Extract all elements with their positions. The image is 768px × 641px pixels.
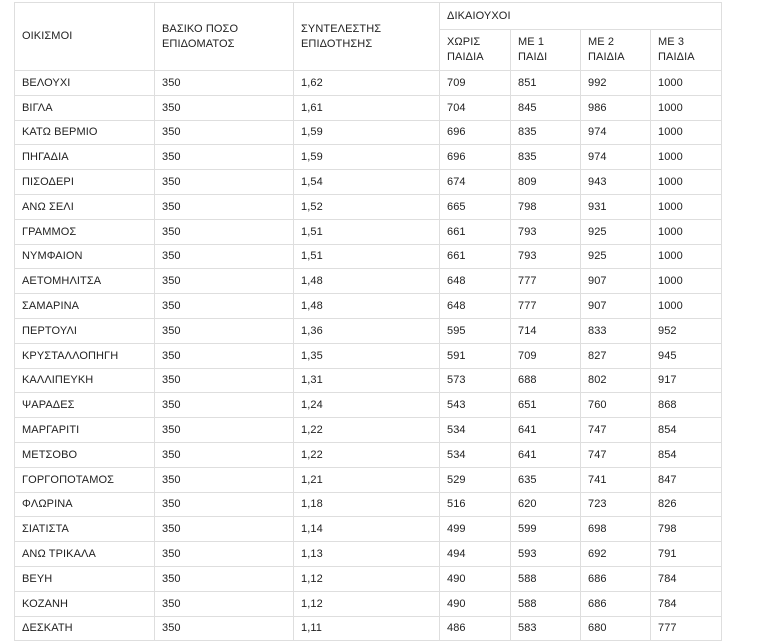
coefficient-cell: 1,48 <box>294 294 440 319</box>
three-children-cell: 854 <box>651 442 722 467</box>
table-row <box>15 566 722 591</box>
coefficient-cell: 1,59 <box>294 120 440 145</box>
base-amount-cell: 350 <box>155 294 294 319</box>
coefficient-cell: 1,22 <box>294 442 440 467</box>
base-amount-cell: 350 <box>155 318 294 343</box>
base-amount-cell: 350 <box>155 393 294 418</box>
header-base-amount-line1: ΒΑΣΙΚΟ ΠΟΣΟ <box>162 22 239 35</box>
base-amount-cell: 350 <box>155 591 294 616</box>
settlement-cell: ΜΑΡΓΑΡΙΤΙ <box>15 418 155 443</box>
base-amount-cell: 350 <box>155 467 294 492</box>
no-children-cell: 490 <box>440 566 511 591</box>
header-settlements: ΟΙΚΙΣΜΟΙ <box>15 3 155 71</box>
three-children-cell: 952 <box>651 318 722 343</box>
settlement-cell: ΒΙΓΛΑ <box>15 95 155 120</box>
no-children-cell: 709 <box>440 71 511 96</box>
header-coefficient-line1: ΣΥΝΤΕΛΕΣΤΗΣ <box>301 22 382 35</box>
header-three-children-line1: ΜΕ 3 <box>658 36 685 48</box>
header-two-children-line2: ΠΑΙΔΙΑ <box>588 51 625 63</box>
three-children-cell: 798 <box>651 517 722 542</box>
base-amount-cell: 350 <box>155 219 294 244</box>
no-children-cell: 486 <box>440 616 511 641</box>
three-children-cell: 854 <box>651 418 722 443</box>
two-children-cell: 925 <box>581 244 651 269</box>
header-base-amount <box>155 3 294 71</box>
table-row <box>15 542 722 567</box>
table-row <box>15 343 722 368</box>
coefficient-cell: 1,52 <box>294 194 440 219</box>
two-children-cell: 692 <box>581 542 651 567</box>
base-amount-cell: 350 <box>155 269 294 294</box>
header-one-child-line2: ΠΑΙΔΙ <box>518 51 548 63</box>
no-children-cell: 499 <box>440 517 511 542</box>
three-children-cell: 1000 <box>651 194 722 219</box>
settlement-cell: ΣΙΑΤΙΣΤΑ <box>15 517 155 542</box>
one-child-cell: 583 <box>511 616 581 641</box>
three-children-cell: 777 <box>651 616 722 641</box>
no-children-cell: 661 <box>440 219 511 244</box>
table-body <box>15 71 722 641</box>
two-children-cell: 931 <box>581 194 651 219</box>
no-children-cell: 648 <box>440 269 511 294</box>
coefficient-cell: 1,13 <box>294 542 440 567</box>
header-no-children <box>440 30 511 71</box>
base-amount-cell: 350 <box>155 244 294 269</box>
table-row <box>15 219 722 244</box>
base-amount-cell: 350 <box>155 368 294 393</box>
one-child-cell: 599 <box>511 517 581 542</box>
coefficient-cell: 1,18 <box>294 492 440 517</box>
table-row <box>15 368 722 393</box>
settlement-cell: ΠΗΓΑΔΙΑ <box>15 145 155 170</box>
header-base-amount-line2: ΕΠΙΔΟΜΑΤΟΣ <box>162 37 235 50</box>
settlement-cell: ΔΕΣΚΑΤΗ <box>15 616 155 641</box>
three-children-cell: 1000 <box>651 71 722 96</box>
no-children-cell: 704 <box>440 95 511 120</box>
one-child-cell: 593 <box>511 542 581 567</box>
base-amount-cell: 350 <box>155 120 294 145</box>
two-children-cell: 992 <box>581 71 651 96</box>
table-header <box>15 3 722 71</box>
one-child-cell: 835 <box>511 145 581 170</box>
no-children-cell: 696 <box>440 120 511 145</box>
three-children-cell: 1000 <box>651 269 722 294</box>
table-row <box>15 393 722 418</box>
one-child-cell: 851 <box>511 71 581 96</box>
two-children-cell: 680 <box>581 616 651 641</box>
two-children-cell: 723 <box>581 492 651 517</box>
base-amount-cell: 350 <box>155 566 294 591</box>
table-row <box>15 442 722 467</box>
settlement-cell: ΑΕΤΟΜΗΛΙΤΣΑ <box>15 269 155 294</box>
no-children-cell: 543 <box>440 393 511 418</box>
no-children-cell: 595 <box>440 318 511 343</box>
one-child-cell: 845 <box>511 95 581 120</box>
one-child-cell: 641 <box>511 442 581 467</box>
two-children-cell: 943 <box>581 170 651 195</box>
two-children-cell: 760 <box>581 393 651 418</box>
settlement-cell: ΚΑΤΩ ΒΕΡΜΙΟ <box>15 120 155 145</box>
two-children-cell: 907 <box>581 269 651 294</box>
table-row <box>15 492 722 517</box>
settlement-cell: ΓΡΑΜΜΟΣ <box>15 219 155 244</box>
two-children-cell: 974 <box>581 145 651 170</box>
two-children-cell: 747 <box>581 442 651 467</box>
table-row <box>15 194 722 219</box>
coefficient-cell: 1,31 <box>294 368 440 393</box>
one-child-cell: 798 <box>511 194 581 219</box>
one-child-cell: 709 <box>511 343 581 368</box>
header-no-children-line1: ΧΩΡΙΣ <box>447 36 481 48</box>
coefficient-cell: 1,24 <box>294 393 440 418</box>
three-children-cell: 784 <box>651 566 722 591</box>
coefficient-cell: 1,12 <box>294 591 440 616</box>
table-row <box>15 170 722 195</box>
one-child-cell: 714 <box>511 318 581 343</box>
table-row <box>15 616 722 641</box>
three-children-cell: 1000 <box>651 294 722 319</box>
no-children-cell: 534 <box>440 418 511 443</box>
coefficient-cell: 1,22 <box>294 418 440 443</box>
three-children-cell: 1000 <box>651 170 722 195</box>
three-children-cell: 917 <box>651 368 722 393</box>
base-amount-cell: 350 <box>155 517 294 542</box>
two-children-cell: 907 <box>581 294 651 319</box>
coefficient-cell: 1,11 <box>294 616 440 641</box>
coefficient-cell: 1,36 <box>294 318 440 343</box>
no-children-cell: 573 <box>440 368 511 393</box>
table-row <box>15 145 722 170</box>
settlement-cell: ΒΕΛΟΥΧΙ <box>15 71 155 96</box>
table-row <box>15 467 722 492</box>
one-child-cell: 651 <box>511 393 581 418</box>
one-child-cell: 777 <box>511 269 581 294</box>
three-children-cell: 791 <box>651 542 722 567</box>
coefficient-cell: 1,12 <box>294 566 440 591</box>
no-children-cell: 665 <box>440 194 511 219</box>
coefficient-cell: 1,59 <box>294 145 440 170</box>
one-child-cell: 588 <box>511 591 581 616</box>
one-child-cell: 688 <box>511 368 581 393</box>
settlement-cell: ΑΝΩ ΤΡΙΚΑΛΑ <box>15 542 155 567</box>
settlement-cell: ΣΑΜΑΡΙΝΑ <box>15 294 155 319</box>
coefficient-cell: 1,51 <box>294 244 440 269</box>
three-children-cell: 945 <box>651 343 722 368</box>
three-children-cell: 826 <box>651 492 722 517</box>
settlement-cell: ΑΝΩ ΣΕΛΙ <box>15 194 155 219</box>
table-row <box>15 244 722 269</box>
table-row <box>15 71 722 96</box>
two-children-cell: 686 <box>581 566 651 591</box>
header-three-children-line2: ΠΑΙΔΙΑ <box>658 51 695 63</box>
no-children-cell: 494 <box>440 542 511 567</box>
no-children-cell: 529 <box>440 467 511 492</box>
two-children-cell: 747 <box>581 418 651 443</box>
one-child-cell: 835 <box>511 120 581 145</box>
coefficient-cell: 1,14 <box>294 517 440 542</box>
three-children-cell: 1000 <box>651 219 722 244</box>
header-one-child-line1: ΜΕ 1 <box>518 36 545 48</box>
header-two-children <box>581 30 651 71</box>
base-amount-cell: 350 <box>155 343 294 368</box>
table-row <box>15 269 722 294</box>
coefficient-cell: 1,51 <box>294 219 440 244</box>
table-row <box>15 591 722 616</box>
one-child-cell: 635 <box>511 467 581 492</box>
three-children-cell: 868 <box>651 393 722 418</box>
base-amount-cell: 350 <box>155 170 294 195</box>
coefficient-cell: 1,21 <box>294 467 440 492</box>
settlement-cell: ΚΑΛΛΙΠΕΥΚΗ <box>15 368 155 393</box>
settlement-cell: ΓΟΡΓΟΠΟΤΑΜΟΣ <box>15 467 155 492</box>
three-children-cell: 1000 <box>651 120 722 145</box>
base-amount-cell: 350 <box>155 418 294 443</box>
one-child-cell: 793 <box>511 219 581 244</box>
three-children-cell: 1000 <box>651 244 722 269</box>
no-children-cell: 516 <box>440 492 511 517</box>
three-children-cell: 1000 <box>651 95 722 120</box>
settlement-cell: ΜΕΤΣΟΒΟ <box>15 442 155 467</box>
coefficient-cell: 1,48 <box>294 269 440 294</box>
coefficient-cell: 1,61 <box>294 95 440 120</box>
no-children-cell: 696 <box>440 145 511 170</box>
base-amount-cell: 350 <box>155 194 294 219</box>
two-children-cell: 827 <box>581 343 651 368</box>
base-amount-cell: 350 <box>155 71 294 96</box>
settlement-cell: ΚΡΥΣΤΑΛΛΟΠΗΓΗ <box>15 343 155 368</box>
coefficient-cell: 1,54 <box>294 170 440 195</box>
table-row <box>15 120 722 145</box>
base-amount-cell: 350 <box>155 542 294 567</box>
two-children-cell: 741 <box>581 467 651 492</box>
two-children-cell: 698 <box>581 517 651 542</box>
settlement-cell: ΒΕΥΗ <box>15 566 155 591</box>
one-child-cell: 641 <box>511 418 581 443</box>
one-child-cell: 793 <box>511 244 581 269</box>
coefficient-cell: 1,62 <box>294 71 440 96</box>
one-child-cell: 588 <box>511 566 581 591</box>
three-children-cell: 784 <box>651 591 722 616</box>
settlement-cell: ΠΕΡΤΟΥΛΙ <box>15 318 155 343</box>
table-row <box>15 318 722 343</box>
one-child-cell: 777 <box>511 294 581 319</box>
two-children-cell: 974 <box>581 120 651 145</box>
two-children-cell: 986 <box>581 95 651 120</box>
header-coefficient-line2: ΕΠΙΔΟΤΗΣΗΣ <box>301 37 373 50</box>
one-child-cell: 809 <box>511 170 581 195</box>
subsidy-table <box>14 2 722 641</box>
two-children-cell: 802 <box>581 368 651 393</box>
table-row <box>15 294 722 319</box>
table-row <box>15 95 722 120</box>
base-amount-cell: 350 <box>155 95 294 120</box>
three-children-cell: 1000 <box>651 145 722 170</box>
settlement-cell: ΝΥΜΦΑΙΟΝ <box>15 244 155 269</box>
no-children-cell: 648 <box>440 294 511 319</box>
header-three-children <box>651 30 722 71</box>
base-amount-cell: 350 <box>155 492 294 517</box>
settlement-cell: ΠΙΣΟΔΕΡΙ <box>15 170 155 195</box>
table-row <box>15 517 722 542</box>
header-two-children-line1: ΜΕ 2 <box>588 36 615 48</box>
header-one-child <box>511 30 581 71</box>
table-row <box>15 418 722 443</box>
subsidy-table-container <box>14 2 722 641</box>
header-coefficient <box>294 3 440 71</box>
one-child-cell: 620 <box>511 492 581 517</box>
two-children-cell: 925 <box>581 219 651 244</box>
header-no-children-line2: ΠΑΙΔΙΑ <box>447 51 484 63</box>
base-amount-cell: 350 <box>155 442 294 467</box>
settlement-cell: ΨΑΡΑΔΕΣ <box>15 393 155 418</box>
three-children-cell: 847 <box>651 467 722 492</box>
no-children-cell: 674 <box>440 170 511 195</box>
coefficient-cell: 1,35 <box>294 343 440 368</box>
no-children-cell: 534 <box>440 442 511 467</box>
two-children-cell: 833 <box>581 318 651 343</box>
no-children-cell: 591 <box>440 343 511 368</box>
settlement-cell: ΦΛΩΡΙΝΑ <box>15 492 155 517</box>
two-children-cell: 686 <box>581 591 651 616</box>
base-amount-cell: 350 <box>155 145 294 170</box>
base-amount-cell: 350 <box>155 616 294 641</box>
header-beneficiaries: ΔΙΚΑΙΟΥΧΟΙ <box>440 3 722 30</box>
no-children-cell: 661 <box>440 244 511 269</box>
no-children-cell: 490 <box>440 591 511 616</box>
settlement-cell: ΚΟΖΑΝΗ <box>15 591 155 616</box>
